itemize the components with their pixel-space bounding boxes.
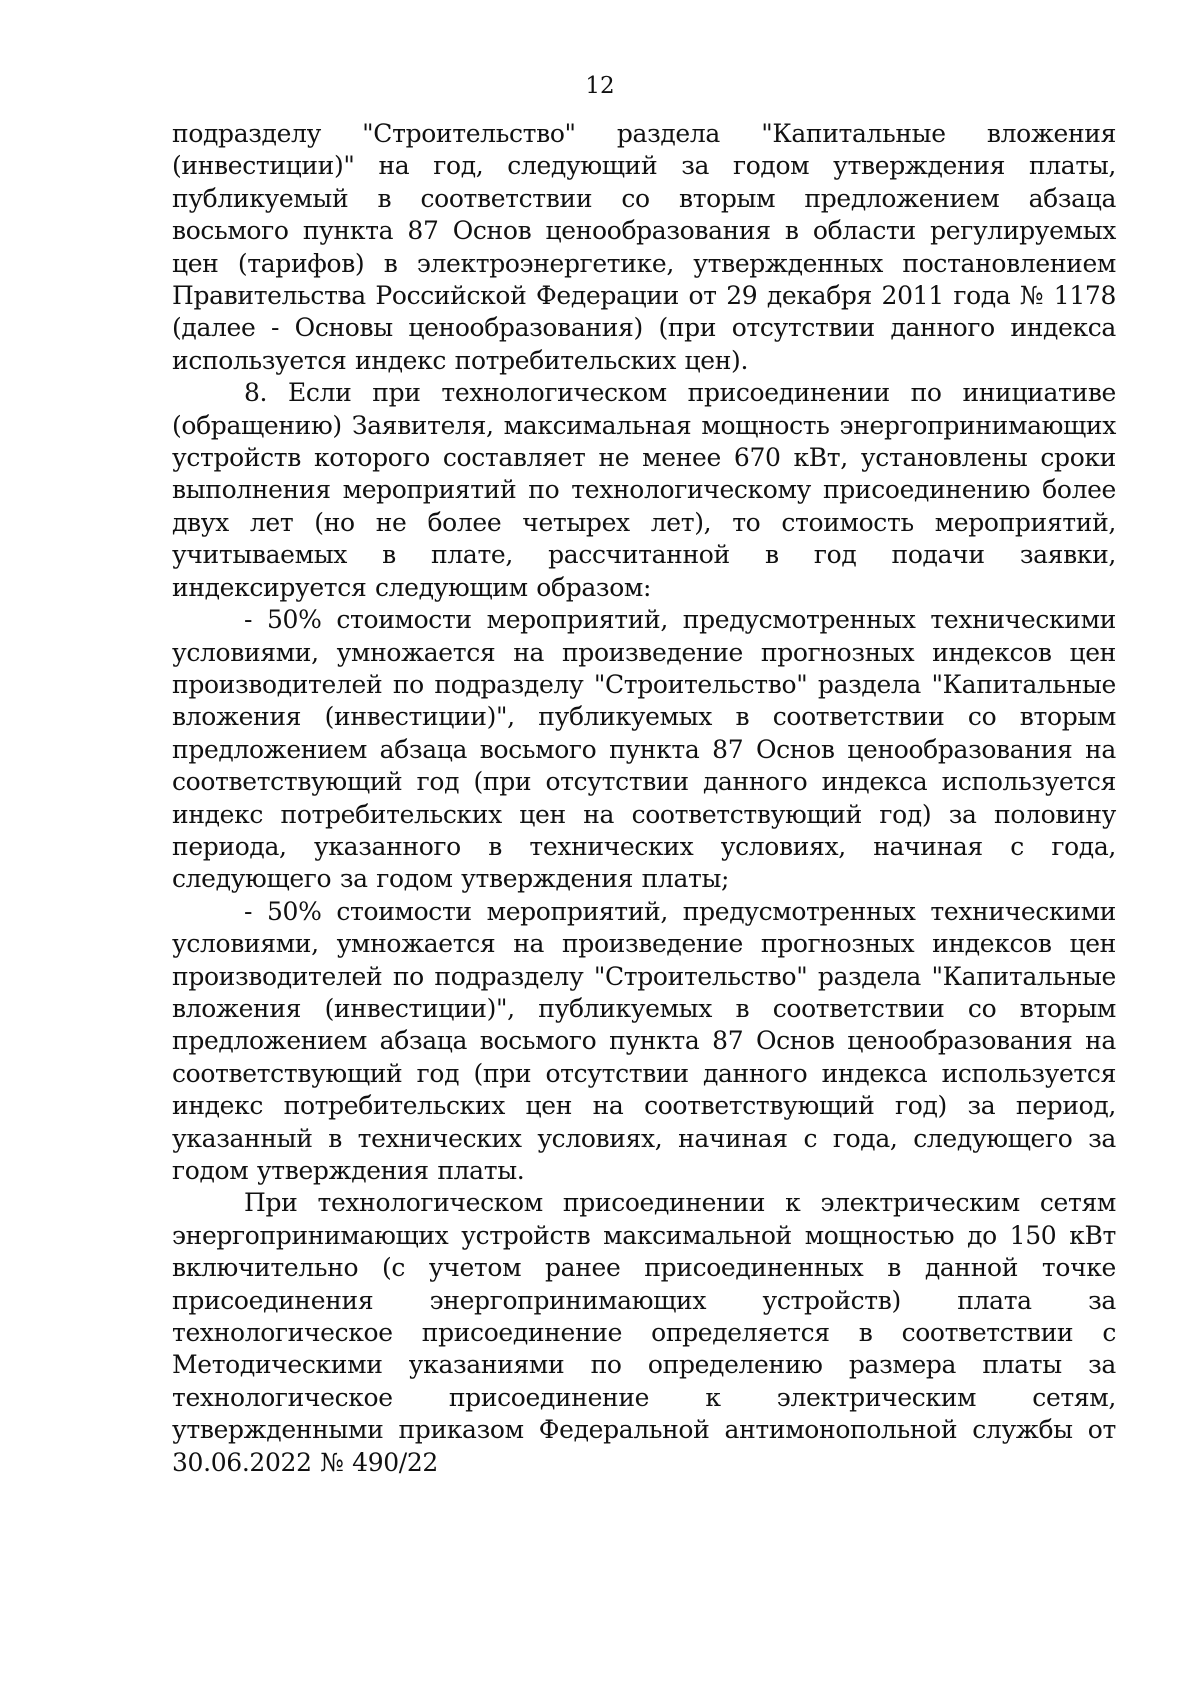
- paragraph-bullet-half-period: - 50% стоимости мероприятий, предусмотренных техническими условиями, умножается на произведение прогнозных индексов цен производителей по подразделу "Строительство" раздела "Капитальные вложения (инвестиции)", публикуемых в соответствии со вторым предложением абзаца восьмого пункта 87 Основ ценообразования на соответствующий год (при отсутствии данного индекса используется индекс потребительских цен на соответствующий год) за половину периода, указанного в технических условиях, начиная с года, следующего за годом утверждения платы;: [172, 605, 1116, 894]
- paragraph-bullet-full-period: - 50% стоимости мероприятий, предусмотренных техническими условиями, умножается на произведение прогнозных индексов цен производителей по подразделу "Строительство" раздела "Капитальные вложения (инвестиции)", публикуемых в соответствии со вторым предложением абзаца восьмого пункта 87 Основ ценообразования на соответствующий год (при отсутствии данного индекса используется индекс потребительских цен на соответствующий год) за период, указанный в технических условиях, начиная с года, следующего за годом утверждения платы.: [172, 896, 1116, 1185]
- page-number: 12: [585, 73, 615, 99]
- document-body: [172, 118, 1116, 1479]
- paragraph-continuation: подразделу "Строительство" раздела "Капитальные вложения (инвестиции)" на год, следующий за годом утверждения платы, публикуемый в соответствии со вторым предложением абзаца восьмого пункта 87 Основ ценообразования в области регулируемых цен (тарифов) в электроэнергетике, утвержденных постановлением Правительства Российской Федерации от 29 декабря 2011 года № 1178 (далее - Основы ценообразования) (при отсутствии данного индекса используется индекс потребительских цен).: [172, 119, 1116, 375]
- paragraph-150kw: При технологическом присоединении к электрическим сетям энергопринимающих устройств максимальной мощностью до 150 кВт включительно (с учетом ранее присоединенных в данной точке присоединения энергопринимающих устройств) плата за технологическое присоединение определяется в соответствии с Методическими указаниями по определению размера платы за технологическое присоединение к электрическим сетям, утвержденными приказом Федеральной антимонопольной службы от 30.06.2022 № 490/22: [172, 1188, 1116, 1477]
- paragraph-item-8: 8. Если при технологическом присоединении по инициативе (обращению) Заявителя, максимальная мощность энергопринимающих устройств которого составляет не менее 670 кВт, установлены сроки выполнения мероприятий по технологическому присоединению более двух лет (но не более четырех лет), то стоимость мероприятий, учитываемых в плате, рассчитанной в год подачи заявки, индексируется следующим образом:: [172, 378, 1116, 602]
